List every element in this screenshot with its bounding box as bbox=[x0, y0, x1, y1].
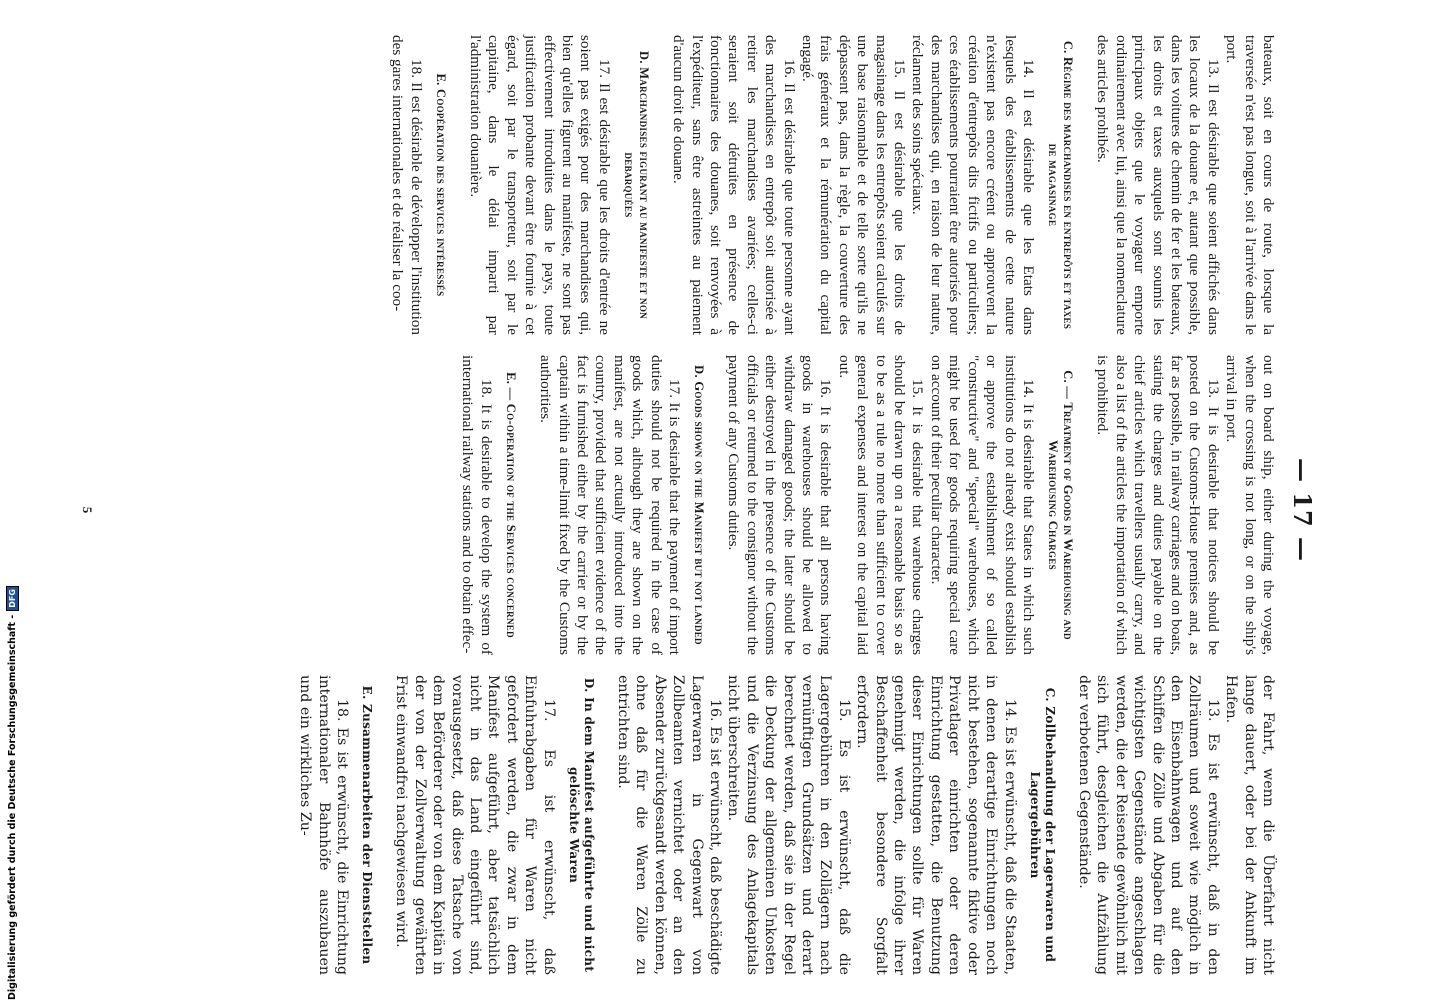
fr-heading-e: E. Coopération des services intéressés bbox=[433, 73, 448, 297]
page-number-header: — 17 — bbox=[1288, 457, 1317, 563]
en-paragraph-16: 16. It is desirable that all persons having goods in warehouses should be allowed to withdraw damaged goods; the latter should be either destroyed in the presence of the Customs officials or returned to the consignor without the payment of any Customs duties. bbox=[725, 355, 835, 655]
document-page bbox=[77, 25, 1317, 995]
fr-paragraph-16: 16. Il est désirable que toute personne ayant des marchandises en entrepôt soit autorisée à retirer les marchandises avariées; celles-ci seraient soit détruites en présence de fonctionnaires des douanes, soit renvoyées à l'expéditeur, sans être astreintes au paiement d'aucun droit de douane. bbox=[670, 35, 798, 335]
fr-paragraph-14: 14. Il est désirable que les Etats dans lesquels des établissements de cette nature n'existent pas encore créent ou approuvent la création d'entrepôts dits fictifs ou particuliers; ces établissements pourraient être autorisés pour des marchandises qui, en raison de leur nature, réclament des soins spéciaux. bbox=[909, 35, 1037, 335]
en-paragraph-18: 18. It is desirable to develop the system of international railway stations and to obtain effec- bbox=[459, 355, 495, 655]
en-heading-c: C. — Treatment of Goods in Warehousing and Warehousing Charges bbox=[1045, 370, 1075, 640]
de-paragraph-18: 18. Es ist erwünscht, die Einrichtung internationaler Bahnhöfe auszubauen und ein wirkliches Zu- bbox=[297, 675, 350, 975]
en-continuation: out on board ship, either during the voyage, when the crossing is not long, or on the ship's arrival in port. bbox=[1223, 355, 1277, 655]
de-heading-d: D. In dem Manifest aufgeführte und nicht gelöschte Waren bbox=[566, 677, 596, 973]
de-paragraph-13: 13. Es ist erwünscht, daß in den Zollräumen und soweit wie möglich in den Eisenbahnwagen und auf den Schiffen die Zölle und Abgaben für die wichtigsten Gegenstände angeschlagen werden, die der Reisende gewöhnlich mit sich führt, desgleichen die Aufzählung der verbotenen Gegenstände. bbox=[1075, 675, 1221, 975]
german-column bbox=[97, 675, 1277, 975]
french-column bbox=[97, 35, 1277, 335]
de-paragraph-15: 15. Es ist erwünscht, daß die Lagergebühren in den Zollägern nach vernünftigen Grundsätzen und derart berechnet werden, daß sie in der Regel die Deckung der allgemeinen Unkosten und die Verzinsung des Anlagekapitals nicht überschreiten. bbox=[725, 675, 852, 975]
en-heading-e: E. — Co-operation of the Services concerned bbox=[503, 372, 518, 638]
dfg-logo: DFG bbox=[6, 586, 19, 611]
en-heading-d: D. Goods shown on the Manifest but not landed bbox=[692, 365, 707, 645]
en-paragraph-17: 17. It is desirable that the payment of import duties should not be required in the case of goods which, although they are shown on the manifest, are not actually introduced into the country, provided that sufficient evidence of the fact is furnished either by the carrier or by the captain within a time-limit fixed by the Customs authorities. bbox=[537, 355, 684, 655]
de-paragraph-16: 16. Es ist erwünscht, daß beschädigte Lagerwaren in Gegenwart von Zollbeamten vernichtet oder an den Absender zurückgesandt werden können, ohne daß für die Waren Zölle zu entrichten sind. bbox=[615, 675, 724, 975]
fr-paragraph-15: 15. Il est désirable que les droits de magasinage dans les entrepôts soient calculés sur une base raisonnable et de telle sorte qu'ils ne dépassent pas, dans la règle, la couverture des frais généraux et la rémunération du capital engagé. bbox=[799, 35, 909, 335]
de-continuation: der Fahrt, wenn die Überfahrt nicht lange dauert, oder bei der Ankunft im Hafen. bbox=[1223, 675, 1276, 975]
de-paragraph-17: 17. Es ist erwünscht, daß Einfuhrabgaben für Waren nicht gefordert werden, die zwar in dem Manifest aufgeführt, aber tatsächlich nicht in das Land eingeführt sind, vorausgesetzt, daß diese Tatsache von dem Beförderer oder von dem Kapitän in der von der Zollverwaltung gewährten Frist einwandfrei nachgewiesen wird. bbox=[393, 675, 557, 975]
de-heading-c: C. Zollbehandlung der Lagerwaren und Lagergebühren bbox=[1027, 687, 1057, 963]
fr-heading-d: D. Marchandises figurant au manifeste et non debarquées bbox=[621, 51, 651, 319]
fr-continuation: bateaux, soit en cours de route, lorsque la traversée n'est pas longue, soit à l'arrivée dans le port. bbox=[1223, 35, 1277, 335]
de-paragraph-14: 14. Es ist erwünscht, daß die Staaten, in denen derartige Einrichtungen noch nicht bestehen, sogenannte fiktive oder Privatlager einrichten oder deren Einrichtung gestatten, die Benutzung dieser Einrichtungen sollte für Waren genehmigt werden, die infolge ihrer Beschaffenheit besondere Sorgfalt erfordern. bbox=[854, 675, 1018, 975]
en-paragraph-15: 15. It is desirable that warehouse charges should be drawn up on a reasonable basis so as to be as a rule no more than sufficient to cover general expenses and interest on the capital laid out. bbox=[835, 355, 927, 655]
en-paragraph-14: 14. It is desirable that States in which such institutions do not already exist should establish or approve the establishment of so called "constructive" and "special" warehouses, which might be used for goods requiring special care on account of their peculiar character. bbox=[927, 355, 1037, 655]
page-footer-number: 5 bbox=[80, 506, 95, 514]
digitization-credit-text: Digitalisierung gefördert durch die Deutsche Forschungsgemeinschaft - bbox=[7, 614, 18, 1000]
english-column bbox=[97, 355, 1277, 655]
digitization-credit bbox=[6, 586, 19, 1000]
de-heading-e: E. Zusammenarbeiten der Dienststellen bbox=[359, 685, 374, 965]
fr-heading-c: C. Régime des marchandises en entrepôts et taxes de magasinage bbox=[1045, 40, 1075, 330]
en-paragraph-13: 13. It is desirable that notices should be posted on the Customs-House premises and, as far as possible, in railway carriages and on boats, stating the charges and duties payable on the chief articles which travellers usually carry, and also a list of the articles the importation of which is prohibited. bbox=[1094, 355, 1222, 655]
fr-paragraph-18: 18. Il est désirable de développer l'institution des gares internationales et de réaliser la coo- bbox=[389, 35, 425, 335]
fr-paragraph-13: 13. Il est désirable que soient affichés dans les locaux de la douane et, autant que possible, dans les voitures de chemin de fer et les bateaux, les droits et taxes auxquels sont soumis les principaux objets que le voyageur emporte ordinairement avec lui, ainsi que la nomenclature des articles prohibés. bbox=[1094, 35, 1222, 335]
fr-paragraph-17: 17. Il est désirable que les droits d'entrée ne soient pas exigés pour des marchandises qui, bien qu'elles figurent au manifeste, ne sont pas effectivement introduites dans le pays, toute justification probante devant être fournie à cet égard, soit par le transporteur, soit par le capitaine, dans le délai imparti par l'administration douanière. bbox=[466, 35, 613, 335]
